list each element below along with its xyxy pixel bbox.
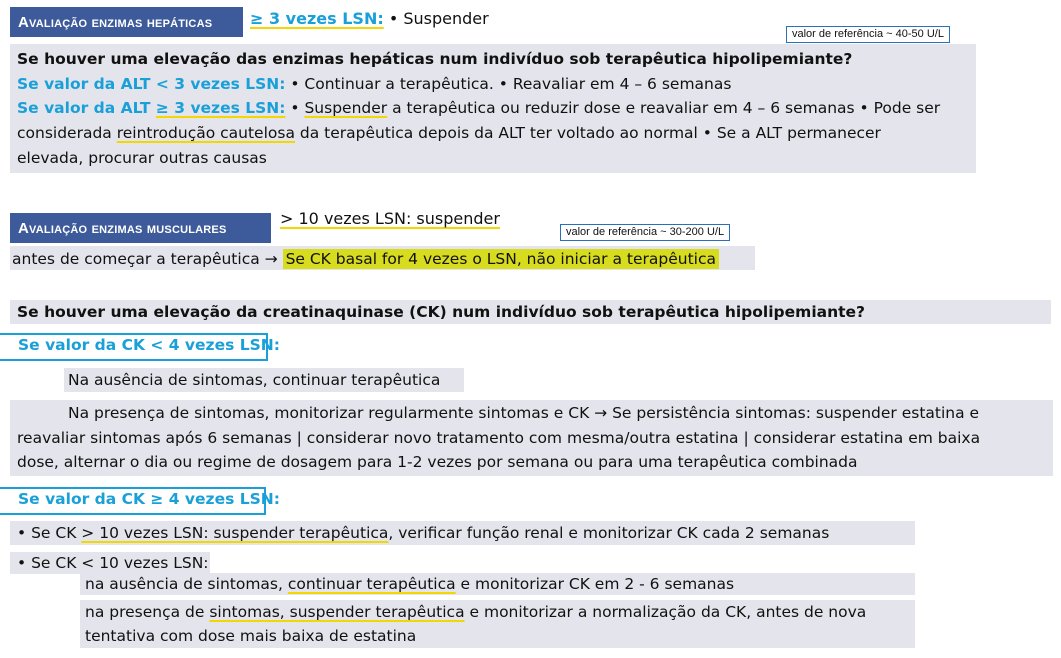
hepatic-condition-2 xyxy=(17,96,940,120)
muscle-baseline-row xyxy=(12,248,719,270)
hepatic-cond2-rest: a terapêutica ou reduzir dose e reavaliar em 4 – 6 semanas • Pode ser xyxy=(387,99,941,117)
muscle-sub2 xyxy=(85,600,866,624)
hepatic-header-text: Avaliação enzimas hepáticas xyxy=(18,13,213,31)
muscle-cond1-line2: Na presença de sintomas, monitorizar regularmente sintomas e CK → Se persistência sintomas: suspender estatina e xyxy=(68,404,980,422)
muscle-cond1-line1: Na ausência de sintomas, continuar terapêutica xyxy=(68,371,441,389)
muscle-sub1-a: na ausência de sintomas, xyxy=(85,575,288,593)
hepatic-cond2-suspend: Suspender xyxy=(304,99,388,117)
hepatic-reference-value: valor de referência ~ 40-50 U/L xyxy=(786,26,950,43)
muscle-sub2-b: sintomas, suspender terapêutica xyxy=(209,603,465,621)
hepatic-question: Se houver uma elevação das enzimas hepáticas num indivíduo sob terapêutica hipolipemiante? xyxy=(17,50,853,68)
muscle-before-highlight: Se CK basal for 4 vezes o LSN, não iniciar a terapêutica xyxy=(283,249,719,269)
hepatic-cond2-label-a: Se valor da ALT xyxy=(17,99,156,117)
muscle-question: Se houver uma elevação da creatinaquinase (CK) num indivíduo sob terapêutica hipolipemiante? xyxy=(17,303,866,321)
muscle-bullet1 xyxy=(17,521,829,545)
muscle-sub2-line2: tentativa com dose mais baixa de estatina xyxy=(85,627,417,645)
muscle-bullet1-c: , verificar função renal e monitorizar CK cada 2 semanas xyxy=(388,524,830,542)
muscle-bullet2: • Se CK < 10 vezes LSN: xyxy=(17,554,209,572)
muscle-section-header xyxy=(10,213,271,243)
hepatic-cond2-line2c: da terapêutica depois da ALT ter voltado ao normal • Se a ALT permanecer xyxy=(294,124,881,142)
muscle-sub2-a: na presença de xyxy=(85,603,210,621)
muscle-bullet1-a: • Se CK xyxy=(17,524,82,542)
muscle-bullet1-b: > 10 vezes LSN: suspender terapêutica xyxy=(81,524,389,542)
muscle-cond1-label: Se valor da CK < 4 vezes LSN: xyxy=(18,336,280,354)
muscle-sub1-b: continuar terapêutica xyxy=(287,575,456,593)
hepatic-threshold-action: • Suspender xyxy=(388,9,489,28)
hepatic-condition-1 xyxy=(17,72,731,96)
hepatic-condition-2-line2 xyxy=(17,121,881,145)
muscle-sub1 xyxy=(85,572,734,596)
hepatic-cond1-text: • Continuar a terapêutica. • Reavaliar em 4 – 6 semanas xyxy=(290,75,732,93)
hepatic-threshold-label: ≥ 3 vezes LSN: xyxy=(250,9,384,28)
muscle-sub1-c: e monitorizar CK em 2 - 6 semanas xyxy=(455,575,735,593)
muscle-cond1-line3: reavaliar sintomas após 6 semanas | considerar novo tratamento com mesma/outra estatina | considerar estatina em baixa xyxy=(17,429,981,447)
hepatic-cond2-bullet: • xyxy=(290,99,305,117)
muscle-threshold xyxy=(280,209,500,228)
muscle-threshold-text: > 10 vezes LSN: suspender xyxy=(280,209,500,228)
muscle-sub2-c: e monitorizar a normalização da CK, antes de nova xyxy=(464,603,867,621)
hepatic-cond1-label: Se valor da ALT < 3 vezes LSN: xyxy=(17,75,286,93)
muscle-cond1-line4: dose, alternar o dia ou regime de dosagem para 1-2 vezes por semana ou para uma terapêutica combinada xyxy=(17,453,858,471)
muscle-header-text: Avaliação enzimas musculares xyxy=(18,219,227,237)
hepatic-cond2-line2b: reintrodução cautelosa xyxy=(116,124,295,142)
muscle-cond2-label: Se valor da CK ≥ 4 vezes LSN: xyxy=(18,490,280,508)
hepatic-threshold xyxy=(250,9,489,28)
muscle-reference-value: valor de referência ~ 30-200 U/L xyxy=(560,224,730,241)
hepatic-section-header xyxy=(10,7,243,37)
hepatic-cond2-line2a: considerada xyxy=(17,124,117,142)
muscle-before-text: antes de começar a terapêutica → xyxy=(12,250,283,268)
hepatic-cond2-label-b: ≥ 3 vezes LSN: xyxy=(155,99,286,117)
hepatic-condition-2-line3: elevada, procurar outras causas xyxy=(17,149,267,167)
